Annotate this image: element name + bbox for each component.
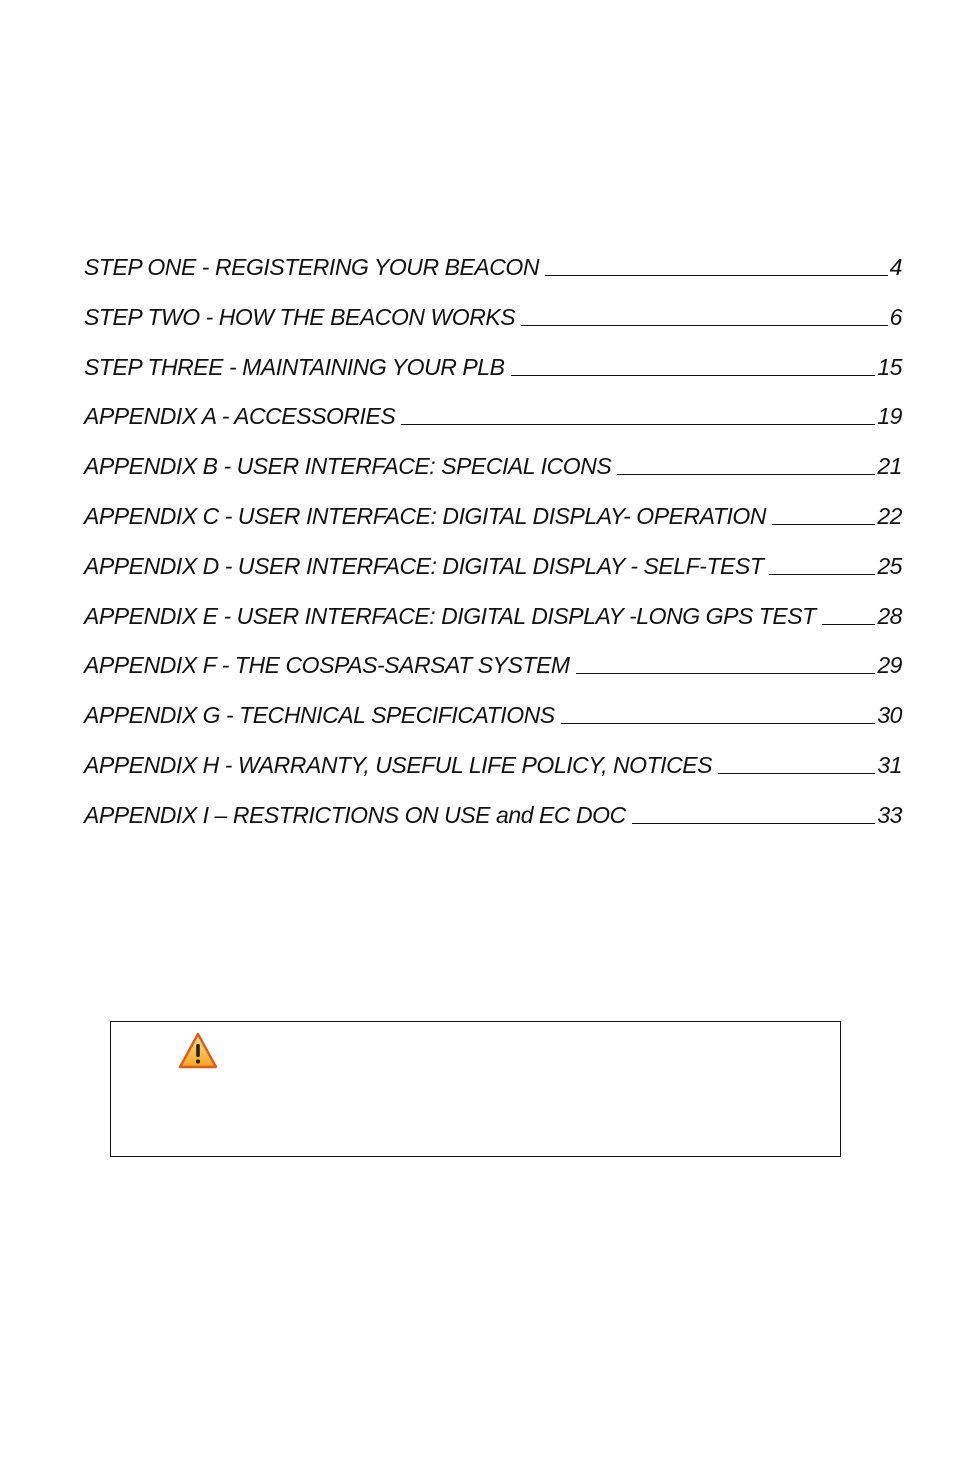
table-of-contents (84, 254, 902, 852)
toc-entry-title[interactable]: APPENDIX A - ACCESSORIES (84, 403, 396, 430)
toc-leader-line (576, 673, 876, 674)
toc-entry-page[interactable]: 31 (877, 751, 902, 778)
toc-entry[interactable] (84, 354, 902, 404)
toc-entry-page[interactable]: 25 (877, 552, 902, 579)
toc-entry-page[interactable]: 19 (877, 403, 902, 430)
toc-entry-title[interactable]: APPENDIX B - USER INTERFACE: SPECIAL ICONS (84, 453, 612, 480)
warning-triangle-icon (178, 1032, 218, 1070)
toc-leader-line (769, 574, 875, 575)
toc-leader-line (401, 424, 875, 425)
toc-entry[interactable] (84, 503, 902, 553)
toc-entry-page[interactable]: 33 (877, 801, 902, 828)
toc-entry-page[interactable]: 28 (877, 602, 902, 629)
toc-entry-title[interactable]: APPENDIX E - USER INTERFACE: DIGITAL DISPLAY -LONG GPS TEST (84, 602, 816, 629)
toc-entry[interactable] (84, 752, 902, 802)
toc-entry[interactable] (84, 453, 902, 503)
toc-leader-line (545, 275, 888, 276)
toc-entry-page[interactable]: 29 (877, 652, 902, 679)
toc-entry-page[interactable]: 21 (877, 453, 902, 480)
toc-entry-title[interactable]: APPENDIX F - THE COSPAS-SARSAT SYSTEM (84, 652, 570, 679)
toc-entry[interactable] (84, 702, 902, 752)
toc-entry-page[interactable]: 15 (877, 353, 902, 380)
toc-entry-page[interactable]: 22 (877, 502, 902, 529)
toc-leader-line (561, 723, 876, 724)
toc-entry[interactable] (84, 403, 902, 453)
toc-entry-title[interactable]: STEP ONE - REGISTERING YOUR BEACON (84, 254, 539, 280)
toc-entry[interactable] (84, 553, 902, 603)
toc-entry-page[interactable]: 6 (889, 303, 902, 330)
toc-entry[interactable] (84, 304, 902, 354)
toc-entry-title[interactable]: STEP TWO - HOW THE BEACON WORKS (84, 303, 516, 330)
toc-leader-line (772, 524, 875, 525)
toc-leader-line (822, 624, 876, 625)
toc-entry[interactable] (84, 802, 902, 852)
toc-entry-title[interactable]: APPENDIX G - TECHNICAL SPECIFICATIONS (84, 702, 555, 729)
toc-leader-line (718, 773, 875, 774)
toc-entry-page[interactable]: 4 (889, 254, 902, 280)
toc-entry-title[interactable]: STEP THREE - MAINTAINING YOUR PLB (84, 353, 505, 380)
toc-leader-line (511, 375, 876, 376)
toc-entry[interactable] (84, 603, 902, 653)
toc-leader-line (617, 474, 875, 475)
toc-entry-title[interactable]: APPENDIX I – RESTRICTIONS ON USE and EC DOC (84, 801, 626, 828)
toc-leader-line (632, 823, 876, 824)
toc-entry-title[interactable]: APPENDIX D - USER INTERFACE: DIGITAL DISPLAY - SELF-TEST (84, 552, 764, 579)
toc-entry-title[interactable]: APPENDIX C - USER INTERFACE: DIGITAL DISPLAY- OPERATION (84, 502, 766, 529)
toc-leader-line (521, 325, 888, 326)
toc-entry[interactable] (84, 652, 902, 702)
toc-entry-title[interactable]: APPENDIX H - WARRANTY, USEFUL LIFE POLICY, NOTICES (84, 751, 713, 778)
toc-entry-page[interactable]: 30 (877, 702, 902, 729)
toc-entry[interactable] (84, 254, 902, 304)
warning-box (110, 1021, 841, 1157)
